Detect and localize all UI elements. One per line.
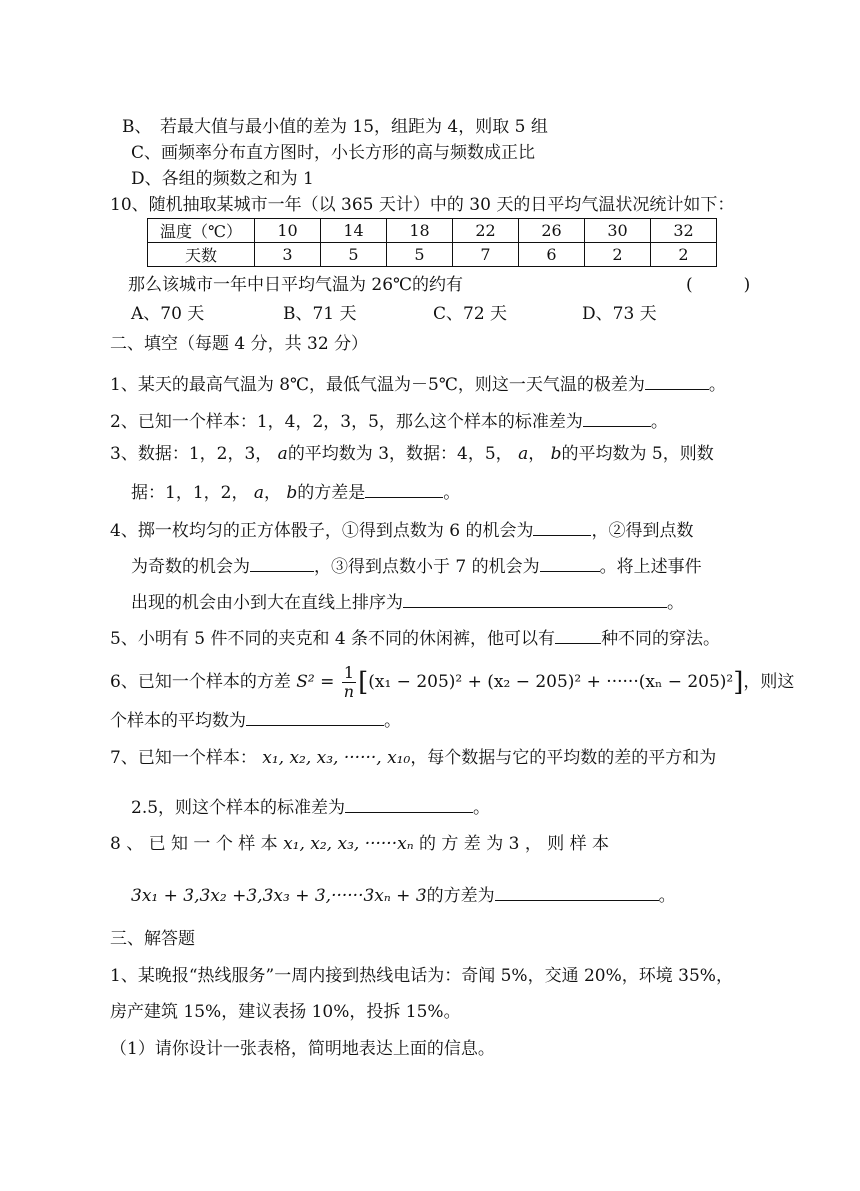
answer-blank[interactable] [250, 552, 314, 572]
fill-q6-line1: 6、已知一个样本的方差 S² = $\frac{1}{n}$ [(x₁ − 205)² + (x₂ − 205)² + ······(xₙ − 205)²]，则这 [110, 663, 795, 701]
answer-blank[interactable] [533, 516, 591, 536]
section-3-title: 三、解答题 [110, 929, 195, 949]
fill-q4-line2 [131, 552, 702, 579]
q8-text: 的方差为 [426, 886, 495, 906]
answer-blank[interactable] [495, 881, 659, 901]
fill-q1: 1、某天的最高气温为 8℃，最低气温为－5℃，则这一天气温的极差为 。 [110, 370, 726, 397]
fill-q4-line1 [110, 516, 693, 543]
answer-blank[interactable] [246, 706, 384, 726]
fill-q7-line1 [110, 746, 716, 770]
var-a: a [253, 483, 264, 503]
choice-d: D、73 天 [582, 304, 657, 324]
q5-text: 种不同的穿法。 [601, 629, 721, 649]
fill-q3-line1: 3、数据：1，2，3， a的平均数为 3，数据：4，5， a， b的平均数为 5，则数 [110, 444, 714, 464]
q3-text: 3、数据：1，2，3， [110, 444, 273, 464]
fill-q7-line2: 2.5，则这个样本的标准差为 。 [131, 793, 490, 820]
table-cell: 10 [255, 219, 321, 243]
problem-1-line1: 1、某晚报“热线服务”一周内接到热线电话为：奇闻 5%，交通 20%，环境 35%， [110, 966, 733, 986]
sample-sequence: x₁, x₂, x₃, ······, x₁₀ [262, 748, 411, 768]
table-cell: 22 [453, 219, 519, 243]
q4-text: ，③得到点数小于 7 的机会为 [314, 557, 540, 577]
answer-blank[interactable] [555, 624, 601, 644]
variance-symbol: S² [296, 672, 315, 692]
table-row [148, 243, 717, 267]
q3-text: 的平均数为 5，则数 [561, 444, 714, 464]
variance-formula: (x₁ − 205)² + (x₂ − 205)² + ······(xₙ − 205)² [368, 672, 734, 692]
section-2-title: 二、填空（每题 4 分，共 32 分） [110, 334, 369, 354]
table-cell: 18 [387, 219, 453, 243]
problem-1-part1: （1）请你设计一张表格，简明地表达上面的信息。 [110, 1039, 495, 1059]
answer-blank[interactable] [403, 588, 667, 608]
q7-text: 7、已知一个样本： [110, 748, 257, 768]
problem-1-line2: 房产建筑 15%，建议表扬 10%，投拆 15%。 [110, 1002, 461, 1022]
fill-q6-line2: 个样本的平均数为 。 [110, 706, 401, 733]
q8-text: 8 、 已 知 一 个 样 本 [110, 834, 278, 854]
q1-text: 1、某天的最高气温为 8℃，最低气温为－5℃，则这一天气温的极差为 [110, 375, 645, 395]
q7-text: 2.5，则这个样本的标准差为 [131, 798, 346, 818]
fill-q5 [110, 624, 720, 651]
table-cell: 14 [321, 219, 387, 243]
table-cell: 3 [255, 243, 321, 267]
q6-text: 6、已知一个样本的方差 [110, 672, 291, 692]
var-b: b [550, 444, 562, 464]
fill-q4-line3: 出现的机会由小到大在直线上排序为 。 [131, 588, 684, 615]
option-d: D、各组的频数之和为 1 [131, 169, 314, 189]
transformed-sample: 3x₁ + 3,3x₂ +3,3x₃ + 3,······3xₙ + 3 [131, 886, 427, 906]
table-cell: 5 [387, 243, 453, 267]
choice-c: C、72 天 [433, 304, 508, 324]
q4-text: 。将上述事件 [599, 557, 702, 577]
q4-text: 为奇数的机会为 [131, 557, 250, 577]
table-cell: 32 [651, 219, 717, 243]
table-cell: 5 [321, 243, 387, 267]
q10-stem: 10、随机抽取某城市一年（以 365 天计）中的 30 天的日平均气温状况统计如下： [110, 195, 735, 215]
table-cell: 2 [651, 243, 717, 267]
answer-blank[interactable] [540, 552, 600, 572]
table-cell: 7 [453, 243, 519, 267]
var-b: b [286, 483, 298, 503]
answer-blank[interactable] [365, 478, 443, 498]
choice-b: B、71 天 [283, 304, 357, 324]
q3-text: 的方差是 [297, 483, 366, 503]
q2-text: 2、已知一个样本：1，4，2，3，5，那么这个样本的标准差为 [110, 412, 583, 432]
table-cell: 26 [519, 219, 585, 243]
q10-question: 那么该城市一年中日平均气温为 26℃的约有 [128, 275, 464, 295]
fill-q3-line2: 据：1，1，2， a， b的方差是 。 [131, 478, 460, 505]
q4-text: 出现的机会由小到大在直线上排序为 [131, 593, 403, 613]
var-a: a [518, 444, 529, 464]
table-cell: 温度（℃） [148, 219, 255, 243]
table-cell: 30 [585, 219, 651, 243]
q4-text: ，②得到点数 [591, 521, 694, 541]
q3-text: 据：1，1，2， [131, 483, 249, 503]
temperature-table [147, 218, 717, 267]
fraction-1-over-n: $\frac{1}{n}$ [343, 663, 355, 701]
q7-text: ，每个数据与它的平均数的差的平方和为 [410, 748, 717, 768]
q8-text: 的 方 差 为 3 ， 则 样 本 [419, 834, 610, 854]
table-cell: 6 [519, 243, 585, 267]
var-a: a [277, 444, 288, 464]
fill-q8-line1 [110, 832, 609, 856]
sample-sequence: x₁, x₂, x₃, ······xₙ [283, 834, 414, 854]
answer-blank[interactable] [645, 370, 709, 390]
table-row [148, 219, 717, 243]
fill-q8-line2: 3x₁ + 3,3x₂ +3,3x₃ + 3,······3xₙ + 3的方差为 。 [131, 881, 676, 908]
table-cell: 2 [585, 243, 651, 267]
answer-blank[interactable] [345, 793, 473, 813]
q5-text: 5、小明有 5 件不同的夹克和 4 条不同的休闲裤，他可以有 [110, 629, 556, 649]
option-c: C、画频率分布直方图时，小长方形的高与频数成正比 [131, 143, 536, 163]
answer-paren: ( ) [686, 275, 751, 295]
q6-text: ，则这 [743, 672, 795, 692]
q3-text: 的平均数为 3，数据：4，5， [287, 444, 513, 464]
fill-q2: 2、已知一个样本：1，4，2，3，5，那么这个样本的标准差为 。 [110, 407, 668, 434]
q6-text: 个样本的平均数为 [110, 711, 246, 731]
table-cell: 天数 [148, 243, 255, 267]
answer-blank[interactable] [583, 407, 651, 427]
option-b: B、 若最大值与最小值的差为 15，组距为 4，则取 5 组 [122, 117, 548, 137]
choice-a: A、70 天 [131, 304, 205, 324]
q4-text: 4、掷一枚均匀的正方体骰子，①得到点数为 6 的机会为 [110, 521, 534, 541]
